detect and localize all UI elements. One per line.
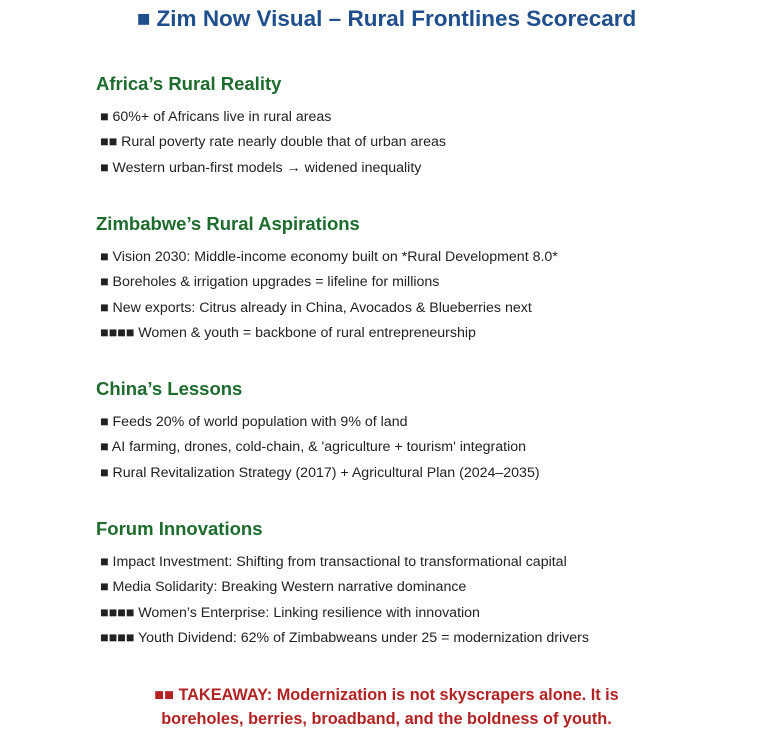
- takeaway-callout: [0, 683, 773, 731]
- section-zimbabwe-rural-aspirations: [96, 213, 756, 347]
- list-item: ■■■■ Women’s Enterprise: Linking resilience with innovation: [100, 604, 480, 621]
- section-heading: China’s Lessons: [96, 378, 243, 399]
- section-china-lessons: [96, 378, 756, 486]
- list-item: ■ Impact Investment: Shifting from transactional to transformational capital: [100, 554, 567, 570]
- section-heading: Africa’s Rural Reality: [96, 73, 282, 94]
- list-item: ■ New exports: Citrus already in China, Avocados & Blueberries next: [100, 299, 532, 316]
- page-title: ■ Zim Now Visual – Rural Frontlines Scorecard: [136, 6, 637, 31]
- list-item: ■■■■ Youth Dividend: 62% of Zimbabweans under 25 = modernization drivers: [100, 630, 589, 647]
- takeaway-line-1: ■■ TAKEAWAY: Modernization is not skyscrapers alone. It is: [154, 686, 619, 704]
- list-item: ■■■■ Women & youth = backbone of rural entrepreneurship: [100, 325, 476, 342]
- list-item: ■■ Rural poverty rate nearly double that of urban areas: [100, 134, 447, 151]
- section-forum-innovations: [96, 518, 756, 652]
- list-item: ■ Western urban-first models → widened inequality: [100, 159, 422, 176]
- list-item: ■ Rural Revitalization Strategy (2017) + Agricultural Plan (2024–2035): [100, 464, 540, 481]
- list-item: ■ AI farming, drones, cold-chain, & 'agriculture + tourism' integration: [100, 439, 527, 456]
- section-africa-rural-reality: [96, 73, 756, 181]
- list-item: ■ Boreholes & irrigation upgrades = lifeline for millions: [100, 274, 440, 291]
- section-heading: Forum Innovations: [96, 518, 263, 539]
- list-item: ■ Vision 2030: Middle-income economy built on *Rural Development 8.0*: [100, 249, 558, 265]
- list-item: ■ Feeds 20% of world population with 9% of land: [100, 414, 408, 430]
- list-item: ■ Media Solidarity: Breaking Western narrative dominance: [100, 579, 467, 596]
- takeaway-line-2: boreholes, berries, broadband, and the boldness of youth.: [161, 710, 612, 728]
- list-item: ■ 60%+ of Africans live in rural areas: [100, 109, 332, 125]
- section-heading: Zimbabwe’s Rural Aspirations: [96, 213, 360, 234]
